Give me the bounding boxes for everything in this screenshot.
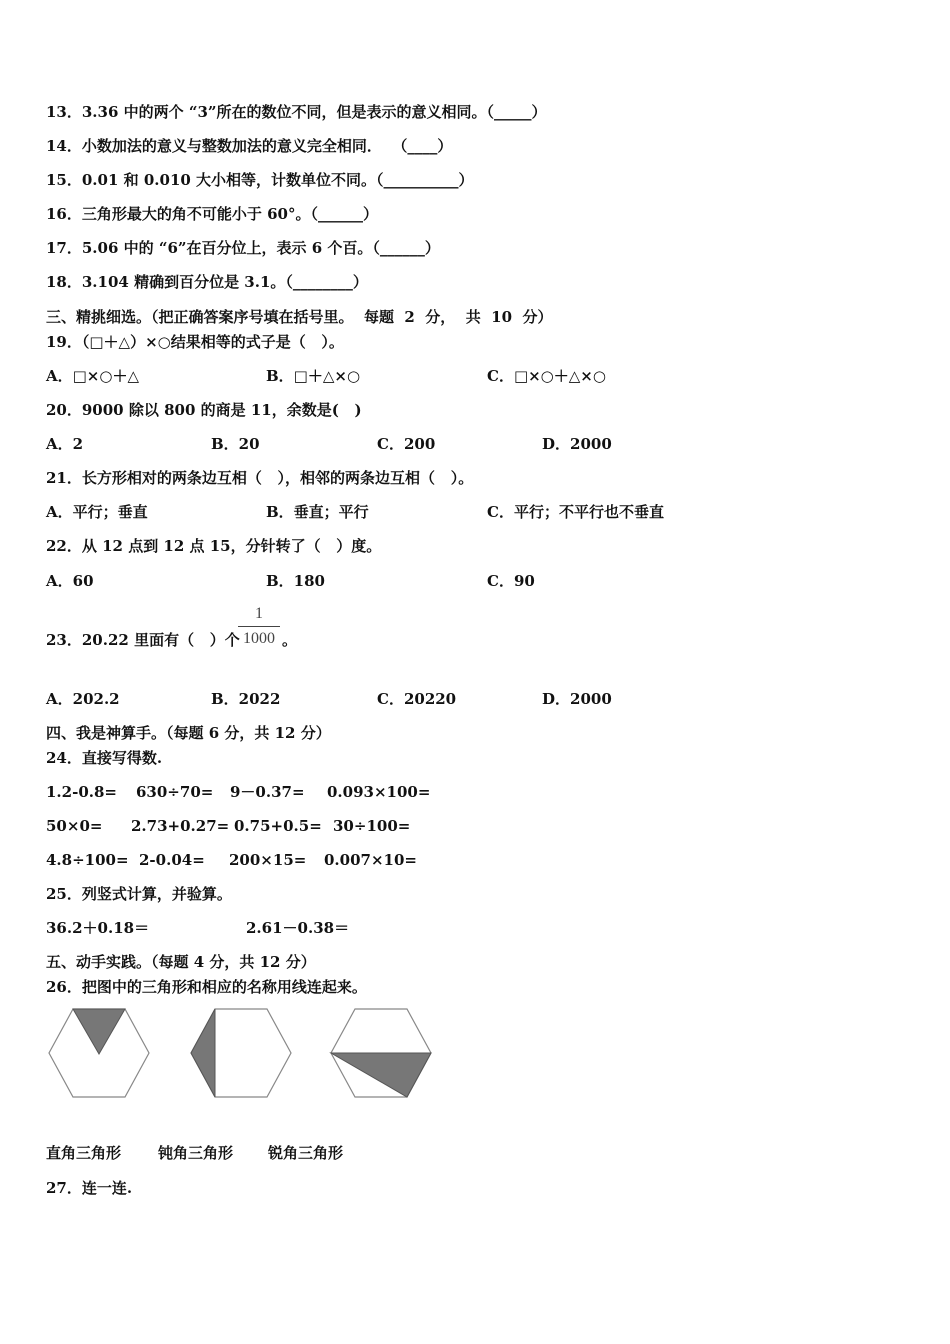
question-19-option-c: C．□×○＋△×○ [487, 367, 606, 385]
question-24-stem: 24．直接写得数. [46, 749, 163, 767]
vertical-calc-item: 36.2＋0.18＝ [46, 919, 150, 937]
question-20-option-c: C．200 [377, 435, 436, 453]
calc-item: 2-0.04= [139, 851, 205, 869]
question-22-option-a: A．60 [46, 572, 94, 590]
question-14: 14．小数加法的意义与整数加法的意义完全相同． （____） [46, 137, 453, 155]
fraction-denominator: 1000 [243, 630, 275, 647]
hexagon-right-triangle-figure [188, 1006, 294, 1100]
calc-item: 4.8÷100= [46, 851, 129, 869]
label-acute-triangle: 锐角三角形 [268, 1144, 344, 1162]
question-21-stem: 21．长方形相对的两条边互相（ ），相邻的两条边互相（ ）。 [46, 469, 474, 487]
hexagon-acute-triangle-figure [46, 1006, 152, 1100]
calc-item: 0.75+0.5= [234, 817, 322, 835]
fraction-bar [238, 626, 280, 627]
calc-item: 30÷100= [333, 817, 411, 835]
calc-item: 0.093×100= [327, 783, 431, 801]
question-25-stem: 25．列竖式计算，并验算。 [46, 885, 232, 903]
calc-item: 50×0= [46, 817, 103, 835]
question-15: 15．0.01 和 0.010 大小相等，计数单位不同。（__________） [46, 171, 474, 189]
question-22-option-c: C．90 [487, 572, 535, 590]
question-17: 17．5.06 中的 “6”在百分位上，表示 6 个百。（______） [46, 239, 440, 257]
question-20-stem: 20．9000 除以 800 的商是 11，余数是( ) [46, 401, 362, 419]
fraction [238, 604, 280, 649]
calc-item: 9－0.37= [230, 783, 305, 801]
calc-item: 0.007×10= [324, 851, 417, 869]
question-21-option-a: A．平行；垂直 [46, 503, 148, 521]
section-3-heading: 三、精挑细选。（把正确答案序号填在括号里。 每题 2 分， 共 10 分） [46, 308, 553, 326]
question-23-option-c: C．20220 [377, 690, 457, 708]
hexagon-obtuse-triangle-figure [328, 1006, 434, 1100]
section-5-heading: 五、动手实践。（每题 4 分，共 12 分） [46, 953, 316, 971]
question-16: 16．三角形最大的角不可能小于 60°。（______） [46, 205, 378, 223]
question-22-stem: 22．从 12 点到 12 点 15，分针转了（ ）度。 [46, 537, 382, 555]
question-23-period: 。 [282, 631, 298, 649]
question-23-stem: 23．20.22 里面有（ ）个 [46, 631, 240, 649]
question-23-option-a: A．202.2 [46, 690, 120, 708]
section-4-heading: 四、我是神算手。（每题 6 分，共 12 分） [46, 724, 331, 742]
fraction-numerator: 1 [255, 605, 263, 622]
question-18: 18．3.104 精确到百分位是 3.1。（________） [46, 273, 368, 291]
vertical-calc-item: 2.61－0.38＝ [246, 919, 350, 937]
question-20-option-d: D．2000 [542, 435, 612, 453]
question-20-option-a: A．2 [46, 435, 84, 453]
question-21-option-c: C．平行；不平行也不垂直 [487, 503, 664, 521]
label-obtuse-triangle: 钝角三角形 [158, 1144, 234, 1162]
question-22-option-b: B．180 [266, 572, 325, 590]
question-19-option-a: A．□×○＋△ [46, 367, 140, 385]
question-19-stem: 19．（□＋△）×○结果相等的式子是（ ）。 [46, 333, 344, 351]
question-19-option-b: B．□＋△×○ [266, 367, 361, 385]
question-21-option-b: B．垂直；平行 [266, 503, 369, 521]
calc-item: 630÷70= [136, 783, 214, 801]
calc-item: 2.73+0.27= [131, 817, 230, 835]
question-23-option-d: D．2000 [542, 690, 612, 708]
question-20-option-b: B．20 [211, 435, 260, 453]
question-13: 13．3.36 中的两个 “3”所在的数位不同，但是表示的意义相同。（_____） [46, 103, 547, 121]
question-27-stem: 27．连一连. [46, 1179, 133, 1197]
calc-item: 200×15= [229, 851, 307, 869]
calc-item: 1.2-0.8= [46, 783, 117, 801]
label-right-triangle: 直角三角形 [46, 1144, 122, 1162]
question-23-option-b: B．2022 [211, 690, 281, 708]
question-26-stem: 26．把图中的三角形和相应的名称用线连起来。 [46, 978, 367, 996]
